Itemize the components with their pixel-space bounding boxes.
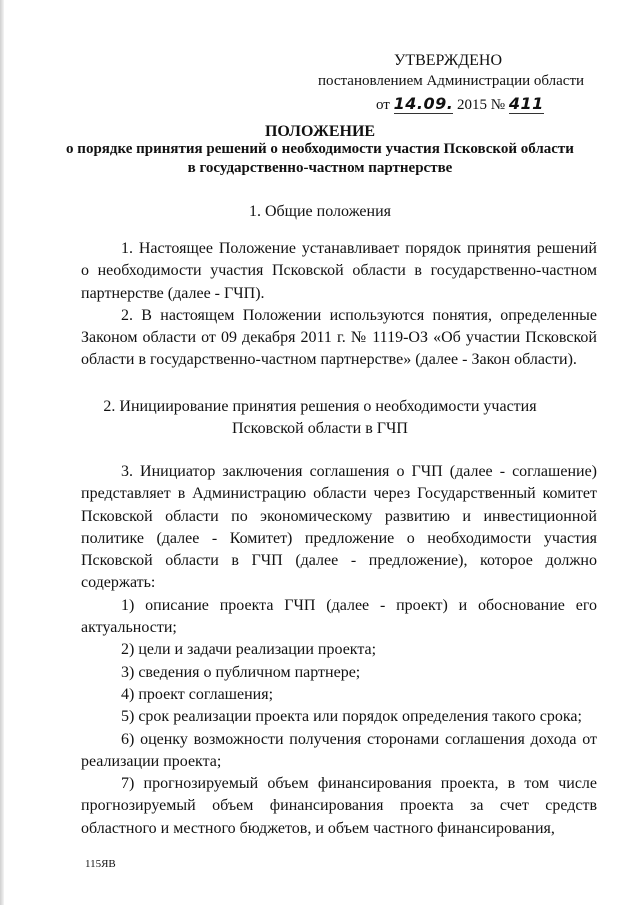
list-item: 4) проект соглашения; [121, 685, 274, 703]
list-item: 5) срок реализации проекта или порядок определения такого срока; [121, 708, 582, 726]
list-item: 3) сведения о публичном партнере; [121, 663, 361, 681]
handwritten-number: 411 [508, 94, 544, 113]
paragraph: 3. Инициатор заключения соглашения о ГЧП (далее - соглашение) представляет в Администрацию области через Государственный комитет Псковской области по экономическому развитию и инвестиционной политике (далее - Комитет) предложение о необходимости участия Псковской области в ГЧП (далее - предложение), которое должно содержать: [81, 463, 597, 592]
approved-label: УТВЕРЖДЕНО [394, 52, 503, 69]
list-item: 1) описание проекта ГЧП (далее - проект) и обоснование его актуальности; [81, 596, 597, 637]
section2-heading-line2: Псковской области в ГЧП [232, 420, 408, 437]
approval-year: 2015 № [457, 97, 506, 113]
paragraph: 1. Настоящее Положение устанавливает порядок принятия решений о необходимости участия Псковской области в государственно-частном партнерстве (далее - ГЧП). [81, 240, 597, 302]
document-subtitle-line1: о порядке принятия решений о необходимости участия Псковской области [66, 141, 574, 157]
document-title: ПОЛОЖЕНИЕ [264, 123, 376, 140]
section1-heading: 1. Общие положения [248, 203, 392, 220]
paragraph: 2. В настоящем Положении используются понятия, определенные Законом области от 09 декабря 2011 г. № 1119-ОЗ «Об участии Псковской области в государственно-частном партнерстве» (далее - Закон области). [81, 306, 597, 369]
list-item: 6) оценку возможности получения сторонами соглашения дохода от реализации проекта; [81, 730, 597, 770]
section2-heading-line1: 2. Инициирование принятия решения о необходимости участия [103, 398, 537, 415]
section1-body [81, 238, 597, 372]
list-item: 7) прогнозируемый объем финансирования проекта, в том числе прогнозируемый объем финансирования проекта за счет средств областного и местного бюджетов, и объем частного финансирования, [81, 775, 597, 837]
date-prefix: от [376, 97, 390, 113]
document-code: 115ЯВ [85, 858, 116, 870]
section2-heading [0, 396, 640, 440]
document-subtitle-line2: в государственно-частном партнерстве [187, 160, 453, 176]
handwritten-date: 14.09. [393, 94, 454, 113]
approval-date-line [376, 94, 544, 114]
section2-body [81, 461, 597, 840]
approved-by: постановлением Администрации области [318, 73, 585, 89]
list-item: 2) цели и задачи реализации проекта; [121, 641, 377, 659]
